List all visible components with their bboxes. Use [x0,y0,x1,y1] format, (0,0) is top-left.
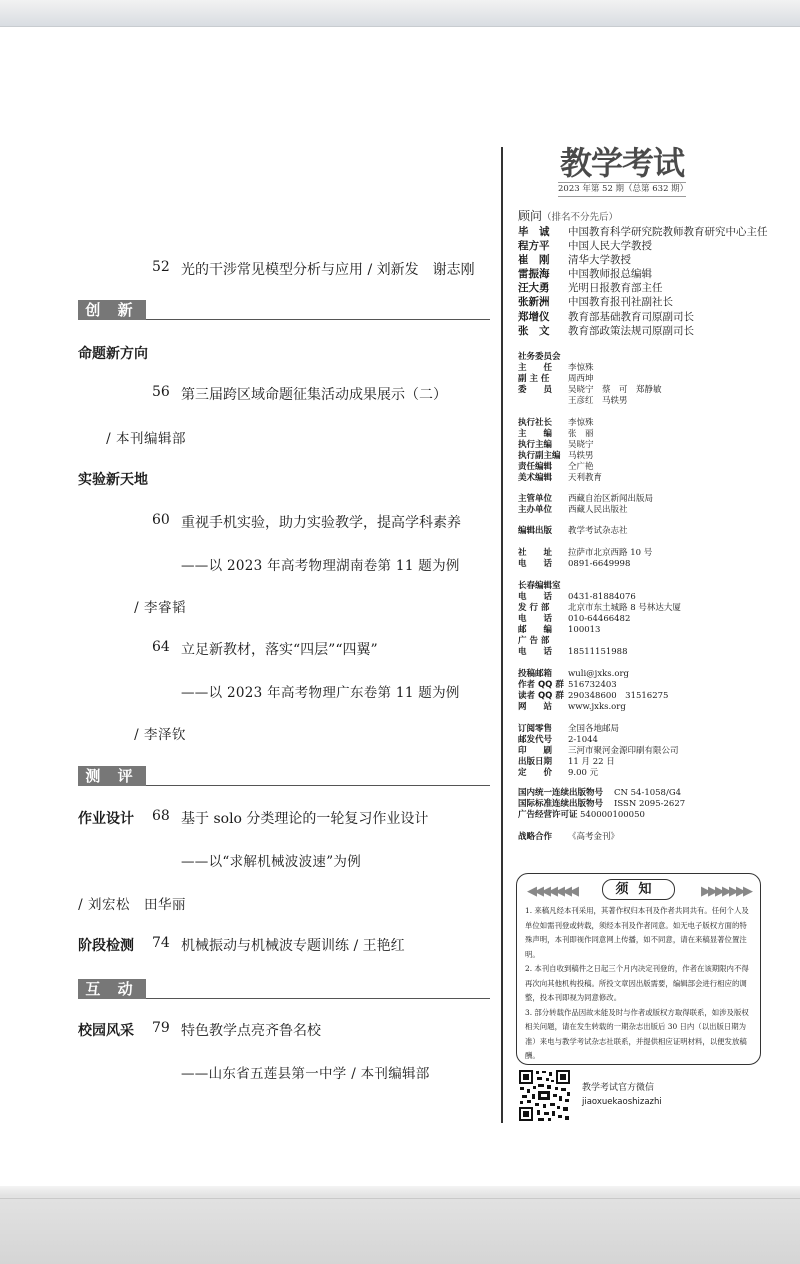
toc-item-number: 74 [152,935,170,951]
advisor-row [518,294,673,309]
advisor-name: 崔 刚 [518,254,550,266]
masthead-value: 教学考试杂志社 [568,526,628,536]
section-header-assessment [78,766,490,786]
masthead-value: 11 月 22 日 [568,757,615,767]
masthead-value: 290348600 31516275 [568,691,669,701]
right-arrows-icon: ▶▶▶▶▶▶▶ [701,884,750,899]
masthead-key: 出版日期 [518,757,553,767]
masthead-key: 发 行 部 [518,603,550,613]
masthead-key: 国际标准连续出版物号 [518,799,604,809]
masthead-value: 三河市聚河金源印刷有限公司 [568,746,679,756]
advisor-name: 汪大勇 [518,282,550,294]
masthead-value: 吴晓宁 [568,440,594,450]
advisor-row [518,266,652,281]
advisor-name: 程方平 [518,240,550,252]
masthead-value: 西藏人民出版社 [568,505,628,515]
advisor-role: 教育部政策法规司原副司长 [568,325,694,337]
wechat-id: jiaoxuekaoshizazhi [582,1097,662,1107]
masthead-value: 吴晓宁 蔡 可 郑静敏 [568,385,662,395]
toc-item-subtitle: ——以 2023 年高考物理湖南卷第 11 题为例 [181,558,460,574]
masthead-key: 作者 QQ 群 [518,680,564,690]
masthead-key: 网 站 [518,702,553,712]
category-heading: 作业设计 [78,811,134,827]
masthead-row [518,645,628,657]
section-rule [146,319,490,321]
masthead-key: 定 价 [518,768,553,778]
advisor-row [518,238,652,253]
toc-item-title[interactable]: 机械振动与机械波专题训练 / 王艳红 [181,938,405,954]
masthead-row [518,471,602,483]
toc-item-number: 60 [152,512,170,528]
masthead-key: 国内统一连续出版物号 [518,788,604,798]
advisor-role: 中国教师报总编辑 [568,268,652,280]
toc-item-title[interactable]: 第三届跨区域命题征集活动成果展示（二） [181,387,447,403]
masthead-row [518,557,630,569]
masthead-value: 北京市东土城路 8 号林达大厦 [568,603,681,613]
notice-header [517,878,760,898]
masthead-row [518,808,645,820]
toc-item-number: 79 [152,1020,170,1036]
qr-code-icon[interactable] [518,1069,571,1122]
advisors-heading [518,207,618,224]
masthead-key: 执行社长 [518,418,553,428]
toc-item-author: / 李睿韬 [134,600,186,616]
advisor-name: 张新洲 [518,296,550,308]
masthead-key: 编辑出版 [518,526,553,536]
advisor-role: 教育部基础教育司原副司长 [568,311,694,323]
advisor-name: 郑增仪 [518,311,550,323]
masthead-value: 《高考金刊》 [568,832,620,842]
toc-item-number: 52 [152,259,170,275]
toc-item-subtitle: ——以“求解机械波波速”为例 [181,854,362,870]
advisors-note: （排名不分先后） [542,212,619,223]
masthead-key: 委 员 [518,385,553,395]
masthead-key: 电 话 [518,592,553,602]
website-link[interactable]: www.jxks.org [568,702,626,712]
masthead-value: 0431-81884076 [568,592,636,602]
advisor-name: 毕 诚 [518,226,550,238]
section-label: 测 评 [78,766,146,786]
masthead-key: 电 话 [518,614,553,624]
advisor-row [518,224,768,239]
masthead-value: 马轶男 [568,451,594,461]
notice-paragraph: 1. 来稿凡经本刊采用，其著作权归本刊及作者共同共有。任何个人及单位如需刊登或转载，须经本刊及作者同意。如无电子版权方面的特殊声明，本刊即视作同意网上传播，如不同意，请在来稿显著位置注明。 [525,906,749,959]
masthead-value: 天利教育 [568,473,603,483]
advisor-role: 中国教育科学研究院教师教育研究中心主任 [568,226,768,238]
masthead-key: 责任编辑 [518,462,553,472]
toc-item-subtitle: ——山东省五莲县第一中学 / 本刊编辑部 [181,1066,430,1082]
masthead-key: 执行副主编 [518,451,561,461]
masthead-key: 广 告 部 [518,636,550,646]
masthead-row [518,700,626,712]
magazine-logo: 教学考试 [559,144,684,182]
category-heading: 实验新天地 [78,472,148,488]
advisors-heading-text: 顾问 [518,209,543,223]
masthead-key: 电 话 [518,559,553,569]
toc-item-title[interactable]: 基于 solo 分类理论的一轮复习作业设计 [181,811,429,827]
advisor-role: 清华大学教授 [568,254,631,266]
toc-item-title[interactable]: 立足新教材，落实“四层”“四翼” [181,642,378,658]
masthead-value: 仝广艳 [568,462,594,472]
masthead-value: 010-64466482 [568,614,631,624]
masthead-value: 全国各地邮局 [568,724,620,734]
toc-item-title[interactable]: 光的干涉常见模型分析与应用 / 刘新发 谢志刚 [181,262,475,278]
toc-item-author: / 李泽钦 [134,727,186,743]
toc-item-subtitle: ——以 2023 年高考物理广东卷第 11 题为例 [181,685,460,701]
masthead-value: 0891-6649998 [568,559,631,569]
changchun-office-heading: 长春编辑室 [518,581,561,591]
toc-item-author: / 刘宏松 田华丽 [78,897,186,913]
masthead-value: 李惊殊 [568,418,594,428]
notice-paragraph: 3. 部分转载作品因故未能及时与作者或版权方取得联系，如涉及版权相关问题，请在发生转载的一期杂志出版后 30 日内（以出版日期为准）来电与教学考试杂志社联系，并提供相应证明材料，以便发放稿酬。 [525,1007,749,1060]
advisor-name: 张 文 [518,325,550,337]
masthead-key: 订阅零售 [518,724,553,734]
masthead-row [518,394,628,406]
column-divider [501,147,503,1123]
advisor-role: 光明日报教育部主任 [568,282,663,294]
masthead-value: 540000100050 [580,810,645,820]
advisor-row [518,252,631,267]
advisor-row [518,323,694,338]
category-heading: 校园风采 [78,1023,134,1039]
masthead-value: 18511151988 [568,647,628,657]
masthead-key: 邮发代号 [518,735,553,745]
masthead-value: 拉萨市北京西路 10 号 [568,548,653,558]
notice-paragraph: 2. 本刊自收到稿件之日起三个月内决定刊登的，作者在该期限内不得再次向其他机构投稿。所投文章因出版需要，编辑部会进行相应的调整，投本刊即视为同意修改。 [525,964,749,1002]
advisor-role: 中国人民大学教授 [568,240,652,252]
section-header-interaction [78,979,490,999]
notice-body [525,904,754,1064]
masthead-row [518,766,598,778]
masthead-row [518,830,619,842]
left-arrows-icon: ◀◀◀◀◀◀◀ [527,884,576,899]
advisor-name: 雷振海 [518,268,550,280]
masthead-key: 执行主编 [518,440,553,450]
masthead-value: CN 54-1058/G4 [614,788,682,798]
masthead-key: 电 话 [518,647,553,657]
masthead-key: 战略合作 [518,832,553,842]
category-heading: 阶段检测 [78,938,134,954]
advisor-row [518,280,663,295]
masthead-key: 主办单位 [518,505,553,515]
section-rule [146,785,490,787]
masthead-value: 李惊殊 [568,363,594,373]
section-label: 互 动 [78,979,146,999]
masthead-value: 西藏自治区新闻出版局 [568,494,654,504]
masthead-value: ISSN 2095-2627 [614,799,686,809]
email-link[interactable]: wuli@jxks.org [568,669,629,679]
committee-heading: 社务委员会 [518,352,561,362]
masthead-key: 投稿邮箱 [518,669,553,679]
toc-item-number: 68 [152,808,170,824]
toc-item-title[interactable]: 重视手机实验，助力实验教学，提高学科素养 [181,515,461,531]
masthead-key: 邮 编 [518,625,553,635]
advisor-row [518,309,694,324]
masthead-key: 美术编辑 [518,473,553,483]
notice-title: 须知 [602,879,674,900]
masthead-key: 主 任 [518,363,553,373]
toc-item-title[interactable]: 特色教学点亮齐鲁名校 [181,1023,321,1039]
toc-item-number: 56 [152,384,170,400]
category-heading: 命题新方向 [78,346,148,362]
masthead-value: 9.00 元 [568,768,599,778]
section-header-innovation [78,300,490,320]
section-label: 创 新 [78,300,146,320]
masthead-row [518,503,628,515]
masthead-value: 100013 [568,625,601,635]
masthead-value: 王彦红 马轶男 [568,396,628,406]
toc-item-number: 64 [152,639,170,655]
wechat-label: 教学考试官方微信 [582,1083,655,1093]
section-rule [146,998,490,1000]
masthead-value: 周西坤 [568,374,594,384]
masthead-value: 张 丽 [568,429,594,439]
notice-box [516,873,761,1065]
masthead-value: 2-1044 [568,735,598,745]
masthead-key: 印 刷 [518,746,553,756]
masthead-key: 读者 QQ 群 [518,691,564,701]
masthead-row [518,524,628,536]
masthead-key: 主管单位 [518,494,553,504]
advisor-role: 中国教育报刊社副社长 [568,296,673,308]
masthead-key: 社 址 [518,548,553,558]
masthead-value: 516732403 [568,680,617,690]
masthead-key: 广告经营许可证 [518,810,578,820]
masthead-key: 主 编 [518,429,553,439]
toc-item-author: / 本刊编辑部 [106,431,186,447]
issue-number: 2023 年第 52 期（总第 632 期） [558,182,686,197]
masthead-key: 副 主 任 [518,374,550,384]
